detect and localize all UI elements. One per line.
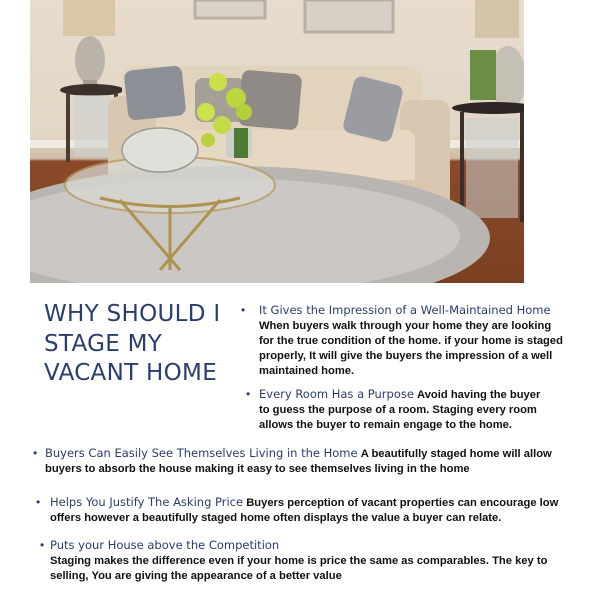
point-title: Buyers Can Easily See Themselves Living in the Home xyxy=(45,446,358,460)
point-title: It Gives the Impression of a Well-Maintained Home xyxy=(259,303,551,317)
bullet-icon: • xyxy=(246,387,251,401)
point-asking-price xyxy=(36,495,565,526)
point-body: A beautifully staged home will allow buyers to absorb the house making it easy to see themselves living in the home xyxy=(45,448,552,475)
point-body: Buyers perception of vacant properties can encourage low offers however a beautifully staged home often displays the value a buyer can relate. xyxy=(50,497,559,524)
point-title: Helps You Justify The Asking Price xyxy=(50,495,244,509)
staged-living-room-photo xyxy=(30,0,524,283)
bullet-icon: • xyxy=(40,538,45,552)
living-room-illustration xyxy=(30,0,524,283)
point-well-maintained xyxy=(241,303,564,379)
point-title: Every Room Has a Purpose xyxy=(259,387,414,401)
bullet-icon: • xyxy=(241,303,246,317)
page-headline: WHY SHOULD I STAGE MY VACANT HOME xyxy=(44,301,221,386)
bullet-icon: • xyxy=(33,446,38,460)
point-body: Avoid having the buyer to guess the purpose of a room. Staging every room allows the buyer to remain engage to the home. xyxy=(259,389,541,431)
point-title: Puts your House above the Competition xyxy=(50,538,280,552)
point-buyers-see-themselves xyxy=(33,446,555,477)
point-body: Staging makes the difference even if your home is price the same as comparables. The key to selling, You are giving the appearance of a better value xyxy=(50,555,548,582)
point-above-competition xyxy=(40,538,565,584)
point-room-purpose xyxy=(246,387,544,433)
point-body: When buyers walk through your home they are looking for the true condition of the home. if your home is staged properly, It will give the buyers the impression of a well maintained home. xyxy=(259,320,563,377)
bullet-icon: • xyxy=(36,495,41,509)
